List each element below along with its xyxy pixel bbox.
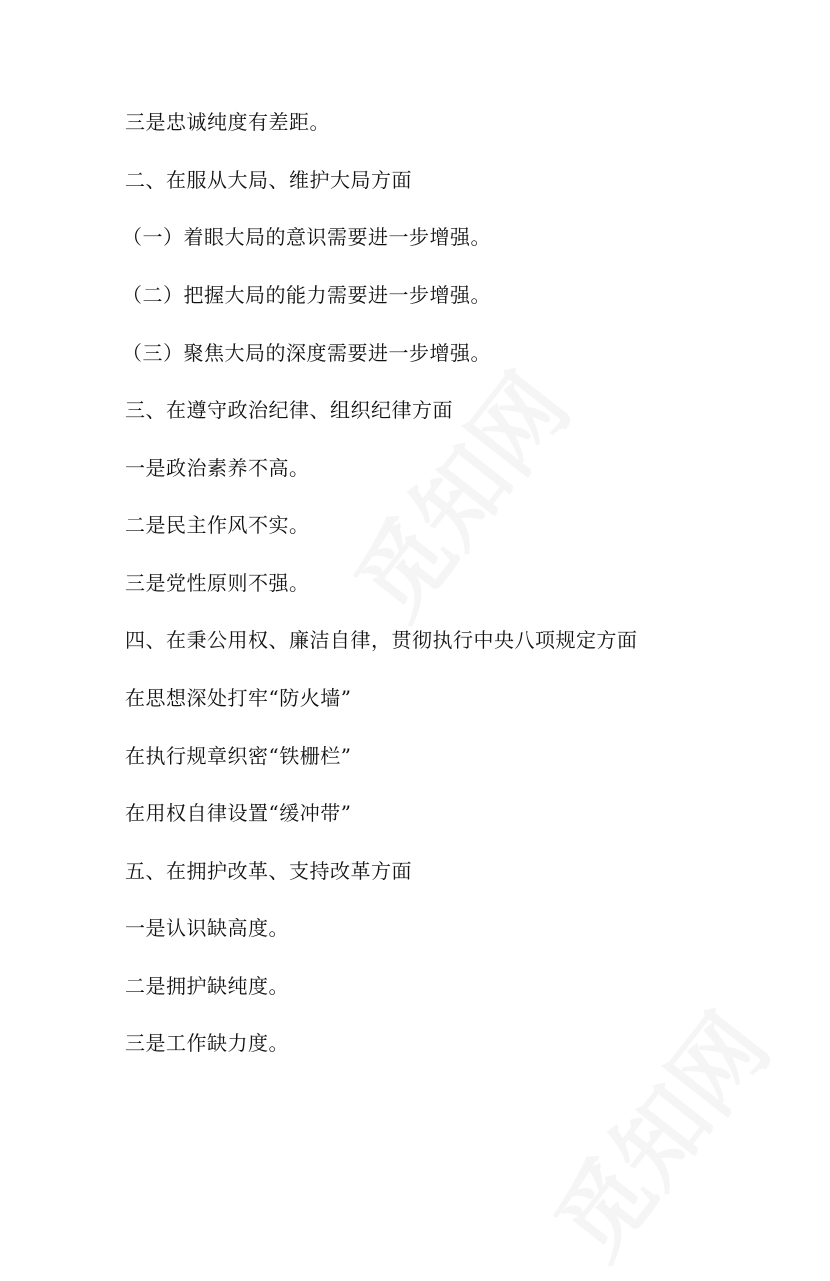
section-heading: 五、在拥护改革、支持改革方面 [125,859,412,883]
paragraph-line: （二）把握大局的能力需要进一步增强。 [122,283,491,307]
paragraph-line: 三是党性原则不强。 [125,571,310,595]
watermark [520,982,794,1281]
paragraph-line: 三是工作缺力度。 [125,1031,289,1055]
paragraph-line: 一是认识缺高度。 [125,916,289,940]
paragraph-line: 在思想深处打牢“防火墙” [125,686,352,710]
paragraph-line: 一是政治素养不高。 [125,456,310,480]
watermark [320,342,594,641]
section-heading: 四、在秉公用权、廉洁自律，贯彻执行中央八项规定方面 [125,628,638,652]
paragraph-line: （一）着眼大局的意识需要进一步增强。 [122,225,491,249]
section-heading: 二、在服从大局、维护大局方面 [125,168,412,192]
paragraph-line: 在用权自律设置“缓冲带” [125,801,352,825]
section-heading: 三、在遵守政治纪律、组织纪律方面 [125,398,453,422]
paragraph-line: （三）聚焦大局的深度需要进一步增强。 [122,341,491,365]
paragraph-line: 二是拥护缺纯度。 [125,974,289,998]
paragraph-line: 在执行规章织密“铁栅栏” [125,744,352,768]
paragraph-line: 二是民主作风不实。 [125,513,310,537]
paragraph-line: 三是忠诚纯度有差距。 [125,110,330,134]
